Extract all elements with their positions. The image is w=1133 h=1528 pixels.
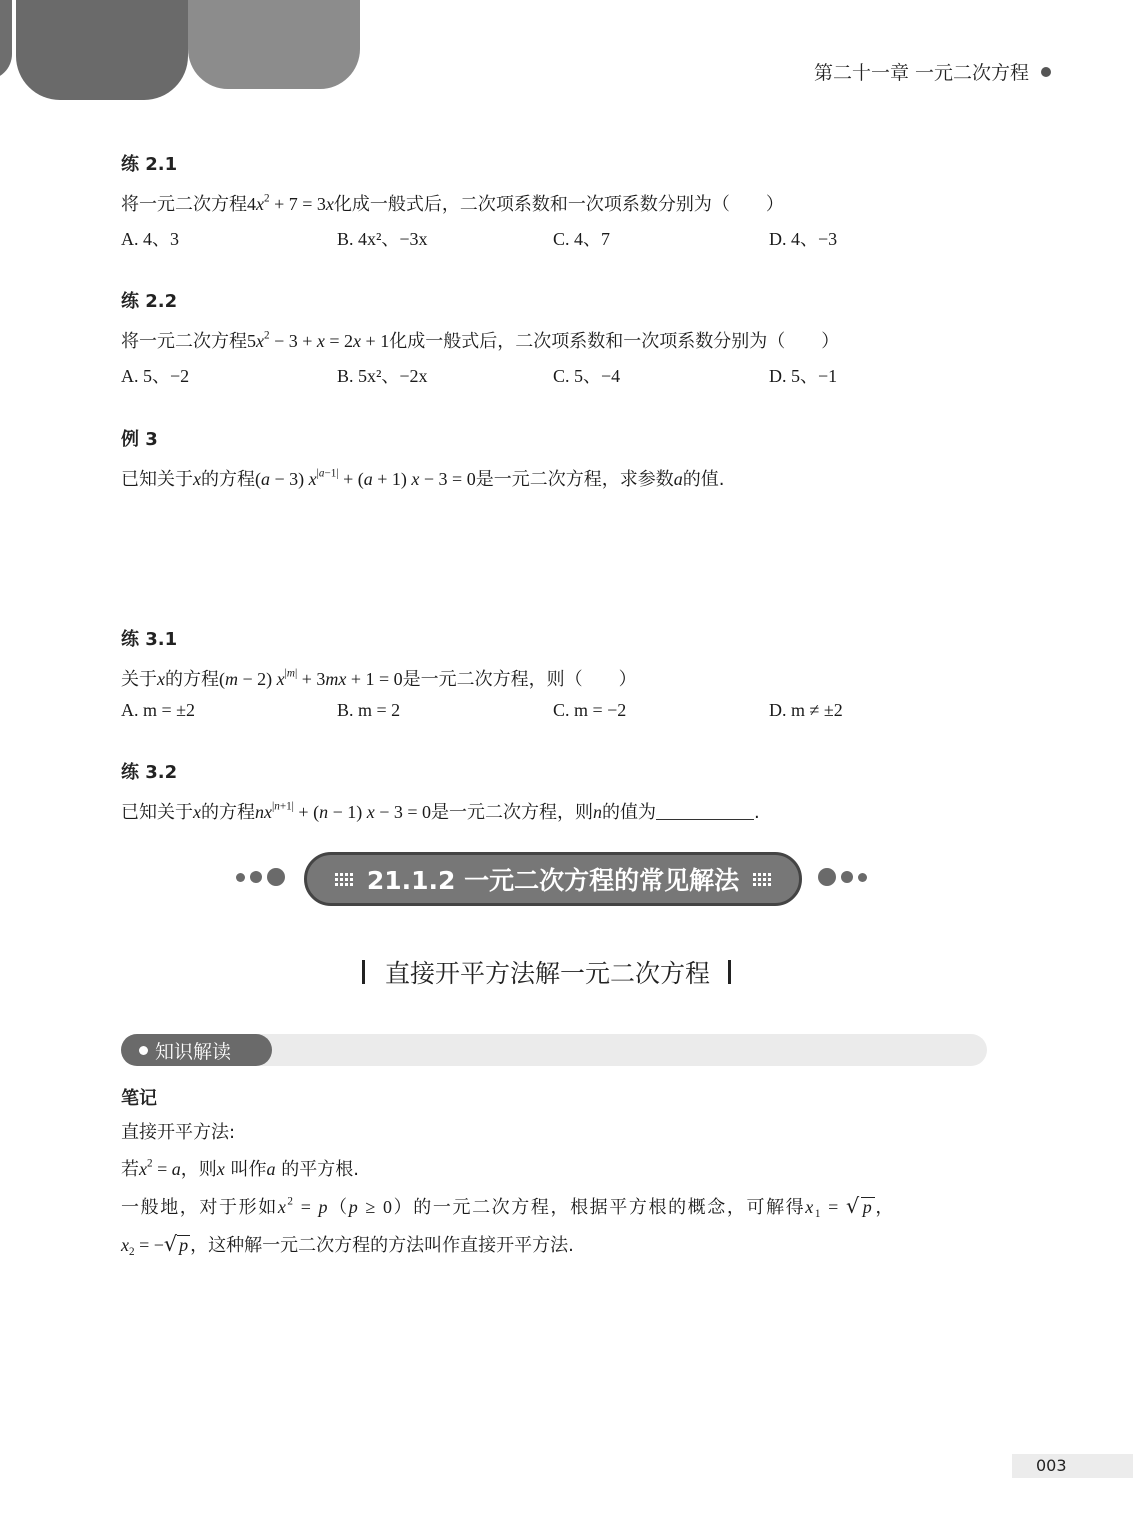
- page-number: 003: [1012, 1454, 1133, 1478]
- exercise-2-2: [121, 287, 1001, 388]
- notes-line: 若$x^2 = a$，则x 叫作a 的平方根.: [121, 1157, 359, 1180]
- answer-blank[interactable]: [656, 801, 754, 820]
- notes-title: 笔记: [121, 1088, 157, 1109]
- grid-dots-icon: [335, 873, 353, 886]
- exercise-title: 练 3.1: [121, 629, 178, 650]
- notes-text: 的平方根.: [281, 1159, 359, 1180]
- option-b[interactable]: B. 5x²、−2x: [337, 366, 428, 386]
- notes-line: 直接开平方法:: [121, 1122, 236, 1143]
- question-text: 将一元二次方程: [121, 194, 247, 215]
- question-text: 化成一般式后，二次项系数和一次项系数分别为（ ）: [333, 194, 784, 215]
- question-text: 的值为: [602, 802, 657, 823]
- option-c[interactable]: C. 4、7: [553, 229, 611, 249]
- exercise-question: 将一元二次方程$5x^2 - 3 + x = 2x + 1$化成一般式后，二次项系数和一次项系数分别为（ ）: [121, 329, 840, 352]
- bullet-icon: [1041, 67, 1051, 77]
- question-text: 的方程: [201, 469, 255, 490]
- exercise-2-1: [121, 150, 1001, 251]
- option-d[interactable]: D. 4、−3: [769, 229, 838, 249]
- vertical-bar-icon: [728, 960, 731, 984]
- subsection-heading: [362, 954, 731, 990]
- question-text: 的方程: [201, 802, 255, 823]
- option-c[interactable]: C. m = −2: [553, 700, 627, 720]
- section-title-pill: [304, 852, 802, 906]
- notes-text: 的一元二次方程，根据平方根的概念，可解得: [413, 1197, 806, 1218]
- exercise-question: 将一元二次方程$4x^2 + 7 = 3x$化成一般式后，二次项系数和一次项系数分别为（ ）: [121, 192, 784, 215]
- knowledge-label-text: 知识解读: [155, 1040, 232, 1063]
- bullet-icon: [139, 1046, 148, 1055]
- option-b[interactable]: B. 4x²、−3x: [337, 229, 428, 249]
- option-d[interactable]: D. m ≠ ±2: [769, 700, 843, 720]
- question-text: 的值.: [682, 469, 725, 490]
- exercise-question: 关于x的方程(m − 2) $x^{|m|} + 3mx + 1 = 0$是一元二次方程，则（ ）: [121, 667, 637, 690]
- question-text: 是一元二次方程，则（ ）: [402, 669, 637, 690]
- exercise-title: 练 3.2: [121, 762, 178, 783]
- question-text: 化成一般式后，二次项系数和一次项系数分别为（ ）: [389, 331, 840, 352]
- exercise-3-1: [121, 625, 1001, 721]
- chapter-title: 第二十一章 一元二次方程: [813, 62, 1029, 84]
- option-a[interactable]: A. 4、3: [121, 229, 179, 249]
- example-question: 已知关于x的方程(a − 3) $x^{|a-1|} + (a + 1) x - 3 = 0$是一元二次方程，求参数a的值.: [121, 467, 725, 490]
- exercise-question: 已知关于x的方程$nx^{|n+1|} + (n - 1) x - 3 = 0$是一元二次方程，则n的值为 .: [121, 800, 760, 823]
- notes-text: 叫作: [230, 1159, 267, 1180]
- question-text: 是一元二次方程，则: [431, 802, 594, 823]
- notes-text: ，则: [180, 1159, 217, 1180]
- section-banner: [230, 852, 870, 910]
- question-text: 已知关于: [121, 802, 193, 823]
- header-tab-decoration: [188, 0, 360, 89]
- options-row: [121, 700, 1001, 721]
- example-3: [121, 425, 1001, 494]
- section-title: 21.1.2 一元二次方程的常见解法: [366, 866, 740, 895]
- options-row: [121, 225, 1001, 251]
- notes-line: 一般地，对于形如$x^2 = p(p \ge 0)$的一元二次方程，根据平方根的概念，可解得$x_1$ = √ p ，: [121, 1194, 896, 1220]
- dots-decoration: [236, 868, 285, 886]
- options-row: [121, 362, 1001, 388]
- notes-text: 若: [121, 1159, 139, 1180]
- question-text: 是一元二次方程，求参数: [475, 469, 674, 490]
- grid-dots-icon: [753, 873, 771, 886]
- option-a[interactable]: A. 5、−2: [121, 366, 190, 386]
- option-b[interactable]: B. m = 2: [337, 700, 401, 720]
- exercise-3-2: [121, 758, 1001, 827]
- exercise-title: 练 2.2: [121, 291, 178, 312]
- exercise-title: 练 2.1: [121, 154, 178, 175]
- notes-line: $x_2$ = −√ p ，这种解一元二次方程的方法叫作直接开平方法.: [121, 1232, 574, 1258]
- header-tab-decoration: [0, 0, 12, 80]
- header-tab-decoration: [16, 0, 188, 100]
- dots-decoration: [818, 868, 867, 886]
- question-text: 已知关于: [121, 469, 193, 490]
- option-c[interactable]: C. 5、−4: [553, 366, 621, 386]
- notes-section: [121, 1083, 1001, 1264]
- notes-text: 一般地，对于形如: [121, 1197, 278, 1218]
- subsection-title: 直接开平方法解一元二次方程: [385, 959, 711, 988]
- knowledge-label: [121, 1034, 272, 1066]
- question-text: 将一元二次方程: [121, 331, 247, 352]
- question-text: 的方程: [165, 669, 219, 690]
- example-title: 例 3: [121, 429, 158, 450]
- chapter-header: [814, 58, 1051, 85]
- vertical-bar-icon: [362, 960, 365, 984]
- question-text: 关于: [121, 669, 157, 690]
- option-d[interactable]: D. 5、−1: [769, 366, 838, 386]
- notes-text: ，这种解一元二次方程的方法叫作直接开平方法.: [190, 1235, 574, 1256]
- option-a[interactable]: A. m = ±2: [121, 700, 196, 720]
